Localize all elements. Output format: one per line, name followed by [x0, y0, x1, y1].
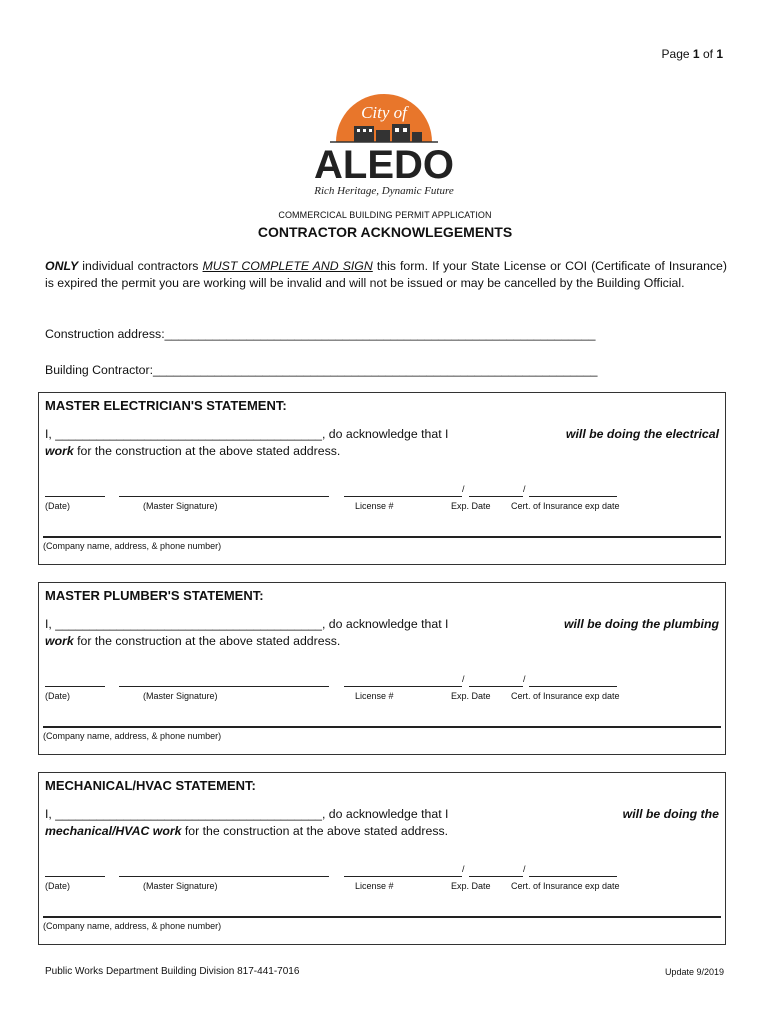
intro-must-complete: MUST COMPLETE AND SIGN — [202, 259, 373, 273]
signature-line[interactable] — [119, 876, 329, 877]
intro-paragraph: ONLY individual contractors MUST COMPLETE AND SIGN this form. If your State License or COI (Certificate of Insurance) is expired the permit you are working will be invalid and will not be issued or may be cancelled by the Building Official. — [45, 259, 727, 290]
license-line[interactable] — [344, 686, 462, 687]
exp-date-line[interactable] — [469, 876, 523, 877]
date-line[interactable] — [45, 876, 105, 877]
company-label: (Company name, address, & phone number) — [43, 541, 222, 551]
coi-exp-line[interactable] — [529, 686, 617, 687]
logo-name: ALEDO — [314, 143, 454, 187]
form-name: COMMERCICAL BUILDING PERMIT APPLICATION — [278, 210, 492, 220]
plumber-statement-box: MASTER PLUMBER'S STATEMENT: I, _______________________________________, do acknowledge that I will be doing the plumbing work for the construction at the above stated address. / / (Date) (Master Signature) License # Exp. Date Cert. of Insurance exp date (Company name, address, & phone number) — [38, 582, 726, 755]
license-line[interactable] — [344, 496, 462, 497]
logo-city-of: City of — [361, 103, 407, 122]
footer-department: Public Works Department Building Division 817-441-7016 — [45, 966, 300, 977]
date-line[interactable] — [45, 686, 105, 687]
license-line[interactable] — [344, 876, 462, 877]
acknowledge-statement: I, _______________________________________, do acknowledge that I will be doing the electrical work for the construction at the above stated address. — [45, 427, 719, 458]
date-label: (Date) — [45, 881, 71, 891]
coi-label: Cert. of Insurance exp date — [511, 501, 620, 511]
signature-label: (Master Signature) — [143, 501, 218, 511]
signature-label: (Master Signature) — [143, 881, 218, 891]
logo-tagline: Rich Heritage, Dynamic Future — [314, 185, 454, 197]
license-label: License # — [355, 881, 394, 891]
page-number: Page 1 of 1 — [661, 47, 723, 61]
exp-date-line[interactable] — [469, 496, 523, 497]
acknowledge-statement: I, _______________________________________, do acknowledge that I will be doing the mechanical/HVAC work for the construction at the above stated address. — [45, 807, 719, 838]
section-title: MECHANICAL/HVAC STATEMENT: — [45, 778, 256, 793]
company-label: (Company name, address, & phone number) — [43, 921, 222, 931]
section-title: MASTER ELECTRICIAN'S STATEMENT: — [45, 398, 287, 413]
acknowledge-name-field[interactable]: I, _______________________________________, do acknowledge that I — [45, 807, 449, 821]
city-logo — [300, 88, 468, 198]
coi-label: Cert. of Insurance exp date — [511, 691, 620, 701]
exp-date-line[interactable] — [469, 686, 523, 687]
mechanical-statement-box: MECHANICAL/HVAC STATEMENT: I, _______________________________________, do acknowledge that I will be doing the mechanical/HVAC work for the construction at the above stated address. / / (Date) (Master Signature) License # Exp. Date Cert. of Insurance exp date (Company name, address, & phone number) — [38, 772, 726, 945]
electrician-statement-box: MASTER ELECTRICIAN'S STATEMENT: I, _______________________________________, do acknowledge that I will be doing the electrical work for the construction at the above stated address. / / (Date) (Master Signature) License # Exp. Date Cert. of Insurance exp date (Company name, address, & phone number) — [38, 392, 726, 565]
acknowledge-statement: I, _______________________________________, do acknowledge that I will be doing the plumbing work for the construction at the above stated address. — [45, 617, 719, 648]
date-line[interactable] — [45, 496, 105, 497]
coi-label: Cert. of Insurance exp date — [511, 881, 620, 891]
coi-exp-line[interactable] — [529, 876, 617, 877]
form-title: CONTRACTOR ACKNOWLEGEMENTS — [257, 224, 513, 240]
building-contractor-field[interactable]: Building Contractor:_________________________________________________________________ — [45, 363, 598, 377]
company-label: (Company name, address, & phone number) — [43, 731, 222, 741]
acknowledge-name-field[interactable]: I, _______________________________________, do acknowledge that I — [45, 617, 449, 631]
construction-address-field[interactable]: Construction address:_______________________________________________________________ — [45, 327, 596, 341]
footer-update: Update 9/2019 — [664, 967, 724, 977]
company-line[interactable] — [43, 536, 721, 538]
signature-label: (Master Signature) — [143, 691, 218, 701]
signature-line[interactable] — [119, 496, 329, 497]
company-line[interactable] — [43, 726, 721, 728]
license-label: License # — [355, 501, 394, 511]
exp-date-label: Exp. Date — [451, 691, 491, 701]
exp-date-label: Exp. Date — [451, 501, 491, 511]
section-title: MASTER PLUMBER'S STATEMENT: — [45, 588, 264, 603]
exp-date-label: Exp. Date — [451, 881, 491, 891]
intro-only: ONLY — [45, 259, 79, 273]
acknowledge-name-field[interactable]: I, _______________________________________, do acknowledge that I — [45, 427, 449, 441]
company-line[interactable] — [43, 916, 721, 918]
signature-line[interactable] — [119, 686, 329, 687]
date-label: (Date) — [45, 691, 71, 701]
coi-exp-line[interactable] — [529, 496, 617, 497]
license-label: License # — [355, 691, 394, 701]
date-label: (Date) — [45, 501, 71, 511]
